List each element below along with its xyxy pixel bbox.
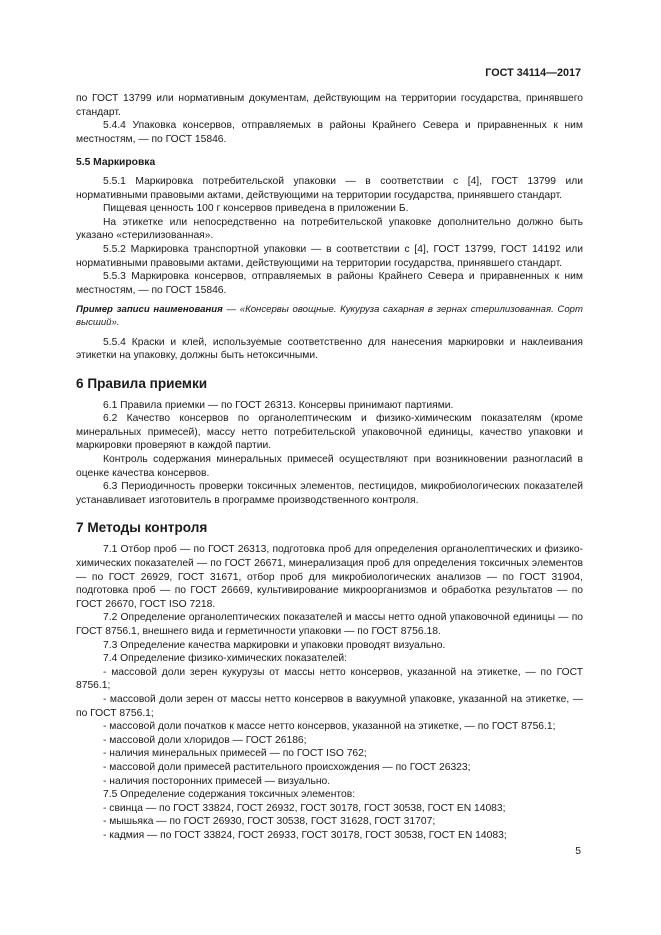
list-item: - наличия посторонних примесей — визуально. <box>103 775 331 787</box>
paragraph-5-5-2: 5.5.2 Маркировка транспортной упаковки — в соответствии с [4], ГОСТ 13799, ГОСТ 14192 или нормативными правовыми актами, действующими на территории государства, принявшего стандарт. <box>76 243 583 269</box>
paragraph-nutrition: Пищевая ценность 100 г консервов приведена в приложении Б. <box>103 203 409 215</box>
section-heading-7: 7 Методы контроля <box>76 520 208 536</box>
example-label: Пример записи наименования <box>76 304 223 316</box>
document-body <box>76 92 583 843</box>
list-item: - массовой доли примесей растительного происхождения — по ГОСТ 26323; <box>103 761 471 773</box>
paragraph-5-5-1: 5.5.1 Маркировка потребительской упаковки — в соответствии с [4], ГОСТ 13799 или нормативными правовыми актами, действующими на территории государства, принявшего стандарт. <box>76 175 583 201</box>
list-item: - кадмия — по ГОСТ 33824, ГОСТ 26933, ГОСТ 30178, ГОСТ 30538, ГОСТ EN 14083; <box>103 829 507 841</box>
paragraph-7-2: 7.2 Определение органолептических показателей и массы нетто одной упаковочной единицы — по ГОСТ 8756.1, внешнего вида и герметичности упаковки — по ГОСТ 8756.18. <box>76 612 583 637</box>
list-item: - мышьяка — по ГОСТ 26930, ГОСТ 30538, ГОСТ 31628, ГОСТ 31707; <box>103 816 436 828</box>
paragraph-label: На этикетке или непосредственно на потребительской упаковке дополнительно должно быть указано «стерилизованная». <box>76 216 583 242</box>
paragraph-7-1: 7.1 Отбор проб — по ГОСТ 26313, подготовка проб для определения органолептических и физико-химических показателей — по ГОСТ 26671, минерализация проб для определения токсичных элементов — по ГОСТ 26929, ГОСТ 31671, отбор проб для микробиологических анализов — по ГОСТ 31904, подготовка проб — по ГОСТ 26669, культивирование микроорганизмов и обработка результатов — по ГОСТ 26670, ГОСТ ISO 7218. <box>76 544 583 610</box>
list-item: - массовой доли зерен от массы нетто консервов в вакуумной упаковке, указанной на этикетке, — по ГОСТ 8756.1; <box>76 693 583 719</box>
paragraph-6-2b: Контроль содержания минеральных примесей осуществляют при возникновении разногласий в оценке качества консервов. <box>76 454 583 479</box>
paragraph-7-3: 7.3 Определение качества маркировки и упаковки проводят визуально. <box>103 639 446 651</box>
paragraph-6-2: 6.2 Качество консервов по органолептическим и физико-химическим показателям (кроме минеральных примесей), массу нетто потребительской упаковочной единицы, качество упаковки и маркировки проверяют в каждой партии. <box>76 413 583 452</box>
list-item: - наличия минеральных примесей — по ГОСТ ISO 762; <box>103 748 367 760</box>
list-item: - массовой доли зерен кукурузы от массы нетто консервов, указанной на этикетке, — по ГОСТ 8756.1; <box>76 666 583 692</box>
section-heading-6: 6 Правила приемки <box>76 375 208 391</box>
example-note <box>76 304 583 329</box>
paragraph-6-3: 6.3 Периодичность проверки токсичных элементов, пестицидов, микробиологических показателей устанавливает изготовитель в программе производственного контроля. <box>76 481 583 506</box>
paragraph-5-4-4: 5.4.4 Упаковка консервов, отправляемых в районы Крайнего Севера и приравненных к ним местностям, — по ГОСТ 15846. <box>76 120 583 145</box>
paragraph-5-5-3: 5.5.3 Маркировка консервов, отправляемых в районы Крайнего Севера и приравненных к ним местностям, — по ГОСТ 15846. <box>76 271 583 296</box>
paragraph-6-1: 6.1 Правила приемки — по ГОСТ 26313. Консервы принимают партиями. <box>103 399 454 411</box>
section-heading-5-5: 5.5 Маркировка <box>76 157 156 169</box>
page-number: 5 <box>575 846 581 857</box>
paragraph-7-4: 7.4 Определение физико-химических показателей: <box>103 653 348 665</box>
paragraph-5-5-4: 5.5.4 Краски и клей, используемые соответственно для нанесения маркировки и наклеивания этикетки на упаковку, должны быть нетоксичными. <box>76 336 583 362</box>
document-header-id: ГОСТ 34114—2017 <box>485 67 581 79</box>
list-item: - свинца — по ГОСТ 33824, ГОСТ 26932, ГОСТ 30178, ГОСТ 30538, ГОСТ EN 14083; <box>103 802 506 814</box>
list-item: - массовой доли початков к массе нетто консервов, указанной на этикетке, — по ГОСТ 8756.1; <box>103 721 556 733</box>
list-item: - массовой доли хлоридов — ГОСТ 26186; <box>103 734 307 746</box>
paragraph: по ГОСТ 13799 или нормативным документам, действующим на территории государства, принявшего стандарт. <box>76 93 583 118</box>
example-text: — «Консервы овощные. Кукуруза сахарная в зернах стерилизованная. Сорт высший». <box>76 304 584 328</box>
paragraph-7-5: 7.5 Определение содержания токсичных элементов: <box>103 789 356 801</box>
